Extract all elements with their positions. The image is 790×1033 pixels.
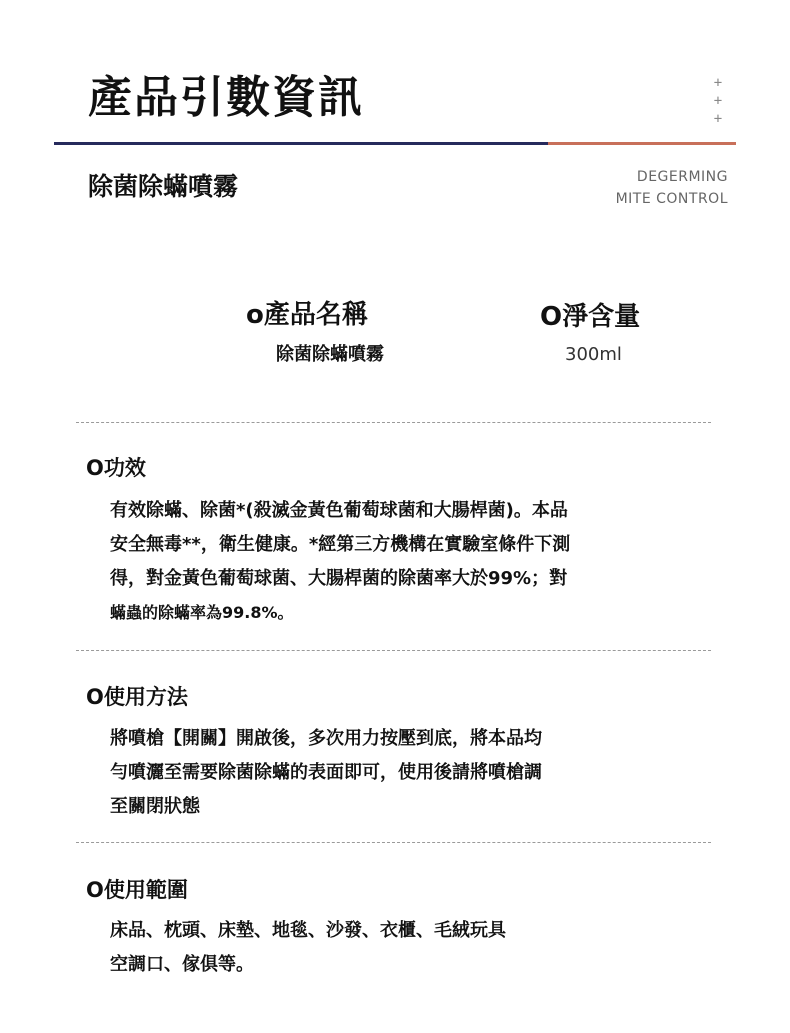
plus-decoration	[706, 74, 730, 128]
product-subtitle: 除菌除蟎噴霧	[88, 172, 239, 201]
section-title-scope: O使用範圍	[86, 878, 188, 902]
header-rule-navy	[54, 142, 548, 145]
net-content-label: O淨含量	[540, 302, 641, 332]
body-line: 至關閉狀態	[110, 796, 200, 817]
section-body-effect	[110, 494, 570, 630]
section-divider	[76, 842, 711, 843]
body-line: 將噴槍【開關】開啟後，多次用力按壓到底，將本品均	[110, 728, 542, 749]
body-line: 得，對金黃色葡萄球菌、大腸桿菌的除菌率大於99%；對	[110, 568, 568, 589]
section-title-usage: O使用方法	[86, 685, 188, 709]
english-subtitle	[616, 166, 728, 210]
body-line: 勻噴灑至需要除菌除蟎的表面即可，使用後請將噴槍調	[110, 762, 542, 783]
page-title: 產品引數資訊	[88, 72, 364, 123]
plus-icon: +	[713, 111, 723, 127]
section-body-scope	[110, 914, 506, 982]
section-body-usage	[110, 722, 542, 824]
product-name-value: 除菌除蟎噴霧	[276, 344, 384, 365]
header-rule-accent	[548, 142, 736, 145]
product-name-label: o產品名稱	[246, 300, 368, 330]
english-subtitle-line: MITE CONTROL	[615, 191, 728, 207]
section-title-effect: O功效	[86, 456, 146, 480]
english-subtitle-line: DEGERMING	[636, 169, 728, 185]
body-line: 有效除蟎、除菌*(殺滅金黃色葡萄球菌和大腸桿菌)。本品	[110, 500, 568, 521]
net-content-value: 300ml	[565, 344, 622, 365]
body-line: 安全無毒**，衛生健康。*經第三方機構在實驗室條件下測	[110, 534, 571, 555]
plus-icon: +	[713, 93, 723, 109]
section-divider	[76, 650, 711, 651]
body-line: 空調口、傢俱等。	[110, 954, 254, 975]
plus-icon: +	[713, 75, 723, 91]
body-line: 蟎蟲的除蟎率為99.8%。	[110, 603, 294, 622]
section-divider	[76, 422, 711, 423]
body-line: 床品、枕頭、床墊、地毯、沙發、衣櫃、毛絨玩具	[110, 920, 506, 941]
